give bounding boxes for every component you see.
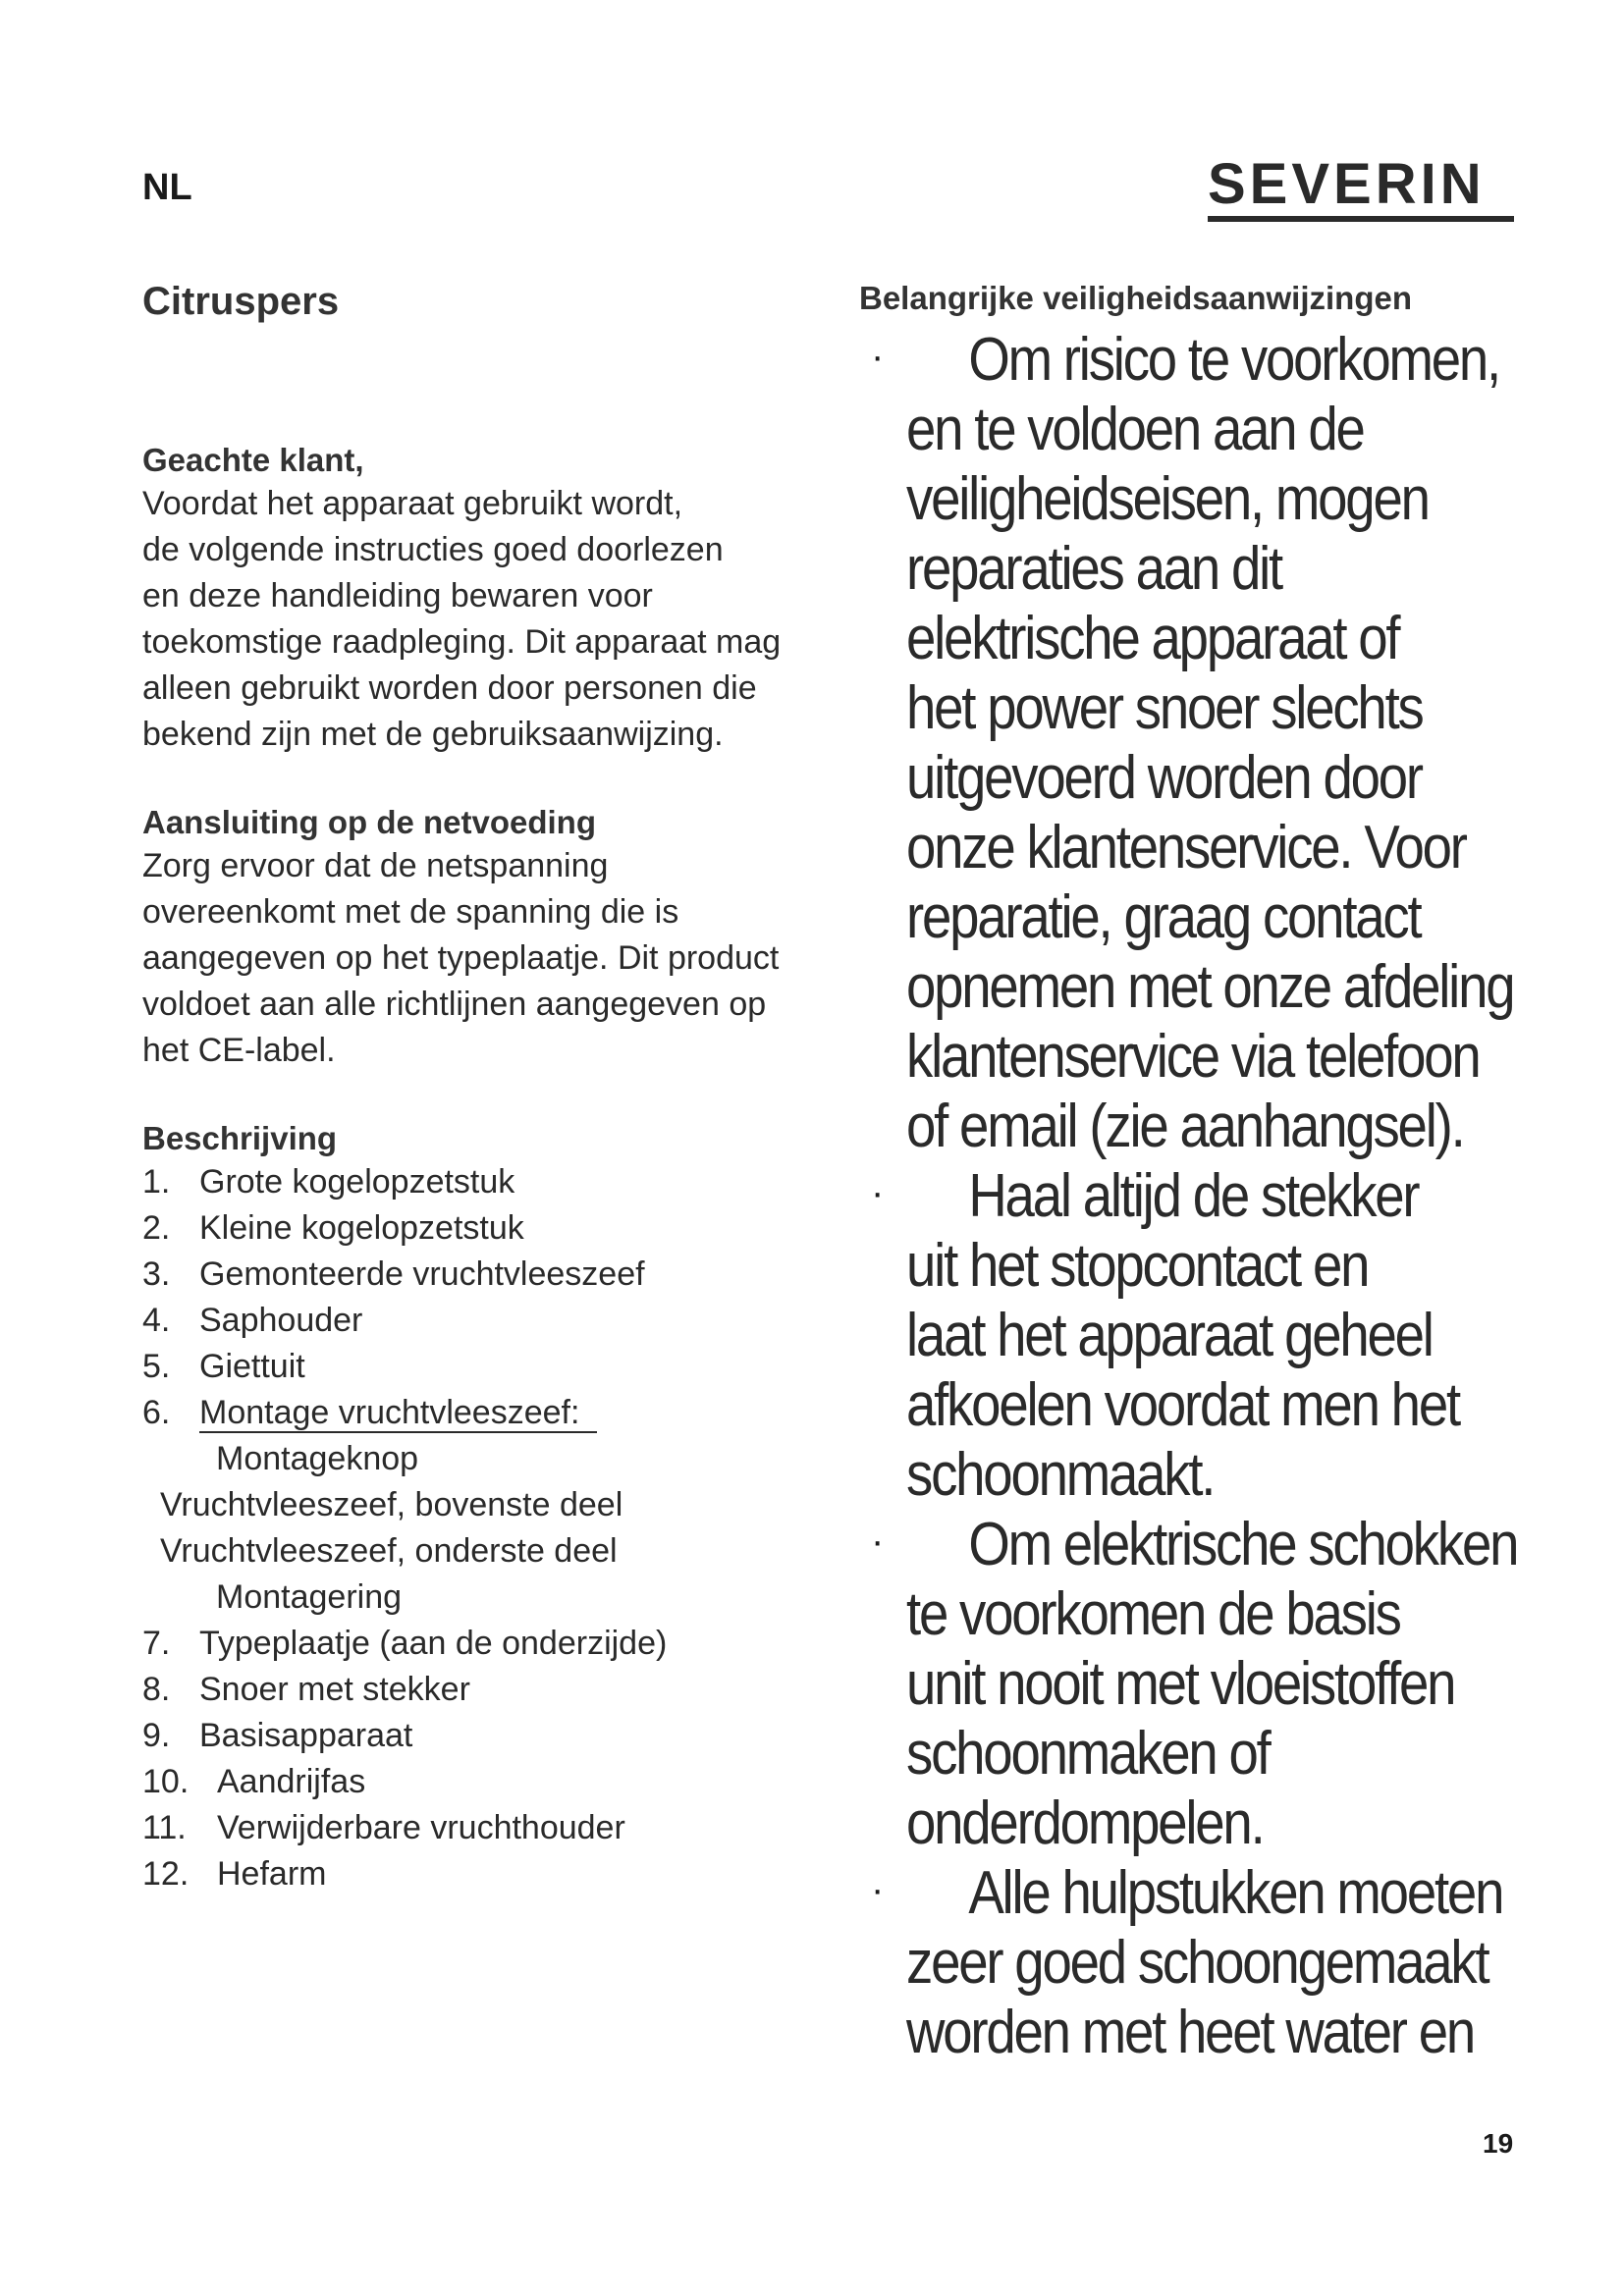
paragraph-line: bekend zijn met de gebruiksaanwijzing. bbox=[142, 716, 724, 753]
brand-logo bbox=[1208, 152, 1522, 224]
language-code: NL bbox=[142, 167, 192, 208]
list-item bbox=[142, 1851, 830, 1897]
list-item bbox=[142, 1298, 830, 1344]
bullet-line: schoonmaakt. bbox=[906, 1441, 1215, 1509]
bullet-line: unit nooit met vloeistoffen bbox=[906, 1650, 1455, 1718]
bullet-line: Alle hulpstukken moeten bbox=[968, 1859, 1503, 1927]
list-item bbox=[142, 1390, 830, 1436]
list-subitem: Montageknop bbox=[216, 1440, 419, 1477]
brand-wordmark: SEVERIN bbox=[1208, 152, 1486, 216]
section-heading: Beschrijving bbox=[142, 1120, 338, 1156]
bullet-marker: · bbox=[871, 1171, 885, 1214]
list-number: 10. bbox=[142, 1763, 189, 1800]
right-column bbox=[859, 280, 1546, 2067]
list-text: Gemonteerde vruchtvleeszeef bbox=[199, 1255, 645, 1293]
bullet-line: laat het apparaat geheel bbox=[906, 1302, 1433, 1369]
bullet-marker: · bbox=[871, 1520, 885, 1563]
section-description bbox=[142, 1118, 830, 1897]
paragraph-line: en deze handleiding bewaren voor bbox=[142, 577, 653, 614]
list-number: 1. bbox=[142, 1163, 171, 1201]
bullet-line: schoonmaken of bbox=[906, 1720, 1270, 1788]
section-greeting bbox=[142, 440, 830, 758]
bullet-line: worden met heet water en bbox=[906, 1999, 1475, 2066]
list-number: 12. bbox=[142, 1855, 189, 1893]
list-item bbox=[142, 1344, 830, 1390]
bullet-line: het power snoer slechts bbox=[906, 674, 1423, 742]
bullet-line: veiligheidseisen, mogen bbox=[906, 465, 1429, 533]
paragraph-line: overeenkomt met de spanning die is bbox=[142, 893, 679, 931]
list-subitem: Montagering bbox=[216, 1578, 403, 1616]
page-number: 19 bbox=[1483, 2128, 1514, 2159]
bullet-line: uitgevoerd worden door bbox=[906, 744, 1422, 812]
bullet-line: onze klantenservice. Voor bbox=[906, 814, 1466, 881]
list-number: 2. bbox=[142, 1209, 171, 1247]
list-text: Montage vruchtvleeszeef: bbox=[199, 1394, 597, 1433]
list-text: Typeplaatje (aan de onderzijde) bbox=[199, 1625, 668, 1662]
paragraph-line: het CE-label. bbox=[142, 1032, 336, 1069]
bullet-line: zeer goed schoongemaakt bbox=[906, 1929, 1489, 1997]
list-text: Basisapparaat bbox=[199, 1717, 413, 1754]
bullet-line: elektrische apparaat of bbox=[906, 605, 1399, 672]
section-power bbox=[142, 802, 830, 1074]
list-text: Grote kogelopzetstuk bbox=[199, 1163, 515, 1201]
section-heading: Geachte klant, bbox=[142, 442, 364, 478]
list-text: Kleine kogelopzetstuk bbox=[199, 1209, 524, 1247]
bullet-line: reparatie, graag contact bbox=[906, 883, 1421, 951]
paragraph-line: toekomstige raadpleging. Dit apparaat mag bbox=[142, 623, 782, 661]
page-title: Citruspers bbox=[142, 280, 340, 323]
paragraph-line: de volgende instructies goed doorlezen bbox=[142, 531, 724, 568]
list-number: 8. bbox=[142, 1671, 171, 1708]
list-subitem: Vruchtvleeszeef, onderste deel bbox=[160, 1532, 618, 1570]
list-number: 6. bbox=[142, 1394, 171, 1431]
parts-list bbox=[142, 1159, 830, 1897]
safety-bullet bbox=[859, 1858, 1546, 2067]
left-column bbox=[142, 280, 830, 1942]
list-item bbox=[142, 1805, 830, 1851]
paragraph-line: aangegeven op het typeplaatje. Dit product bbox=[142, 939, 780, 977]
bullet-line: afkoelen voordat men het bbox=[906, 1371, 1459, 1439]
list-number: 5. bbox=[142, 1348, 171, 1385]
list-item bbox=[142, 1759, 830, 1805]
safety-bullet bbox=[859, 1510, 1546, 1858]
bullet-marker: · bbox=[871, 1868, 885, 1911]
paragraph-line: Zorg ervoor dat de netspanning bbox=[142, 847, 609, 884]
bullet-line: opnemen met onze afdeling bbox=[906, 953, 1514, 1021]
list-item bbox=[142, 1667, 830, 1713]
list-item bbox=[142, 1621, 830, 1667]
bullet-line: Om risico te voorkomen, bbox=[968, 326, 1499, 394]
bullet-marker: · bbox=[871, 335, 885, 378]
list-text: Snoer met stekker bbox=[199, 1671, 470, 1708]
bullet-line: te voorkomen de basis bbox=[906, 1580, 1400, 1648]
paragraph-line: alleen gebruikt worden door personen die bbox=[142, 669, 757, 707]
bullet-line: klantenservice via telefoon bbox=[906, 1023, 1480, 1091]
list-subitem: Vruchtvleeszeef, bovenste deel bbox=[160, 1486, 623, 1523]
section-heading: Aansluiting op de netvoeding bbox=[142, 804, 596, 840]
paragraph-line: voldoet aan alle richtlijnen aangegeven op bbox=[142, 986, 767, 1023]
safety-bullet bbox=[859, 325, 1546, 1161]
list-number: 7. bbox=[142, 1625, 171, 1662]
safety-bullet bbox=[859, 1161, 1546, 1510]
list-item bbox=[142, 1713, 830, 1759]
bullet-line: uit het stopcontact en bbox=[906, 1232, 1369, 1300]
bullet-line: reparaties aan dit bbox=[906, 535, 1281, 603]
bullet-line: Om elektrische schokken bbox=[968, 1511, 1518, 1578]
brand-underline bbox=[1208, 216, 1514, 222]
safety-heading: Belangrijke veiligheidsaanwijzingen bbox=[859, 280, 1412, 316]
list-item bbox=[142, 1252, 830, 1298]
bullet-line: of email (zie aanhangsel). bbox=[906, 1093, 1464, 1160]
list-text: Aandrijfas bbox=[217, 1763, 366, 1800]
list-text: Verwijderbare vruchthouder bbox=[217, 1809, 625, 1846]
list-item bbox=[142, 1159, 830, 1205]
list-item bbox=[142, 1205, 830, 1252]
list-text: Giettuit bbox=[199, 1348, 305, 1385]
list-number: 4. bbox=[142, 1302, 171, 1339]
paragraph-line: Voordat het apparaat gebruikt wordt, bbox=[142, 485, 683, 522]
bullet-line: onderdompelen. bbox=[906, 1789, 1264, 1857]
bullet-line: Haal altijd de stekker bbox=[968, 1162, 1419, 1230]
bullet-line: en te voldoen aan de bbox=[906, 396, 1364, 463]
safety-bullets bbox=[859, 325, 1546, 2067]
list-number: 11. bbox=[142, 1809, 187, 1846]
list-number: 9. bbox=[142, 1717, 171, 1754]
list-text: Hefarm bbox=[217, 1855, 327, 1893]
list-number: 3. bbox=[142, 1255, 171, 1293]
list-text: Saphouder bbox=[199, 1302, 363, 1339]
